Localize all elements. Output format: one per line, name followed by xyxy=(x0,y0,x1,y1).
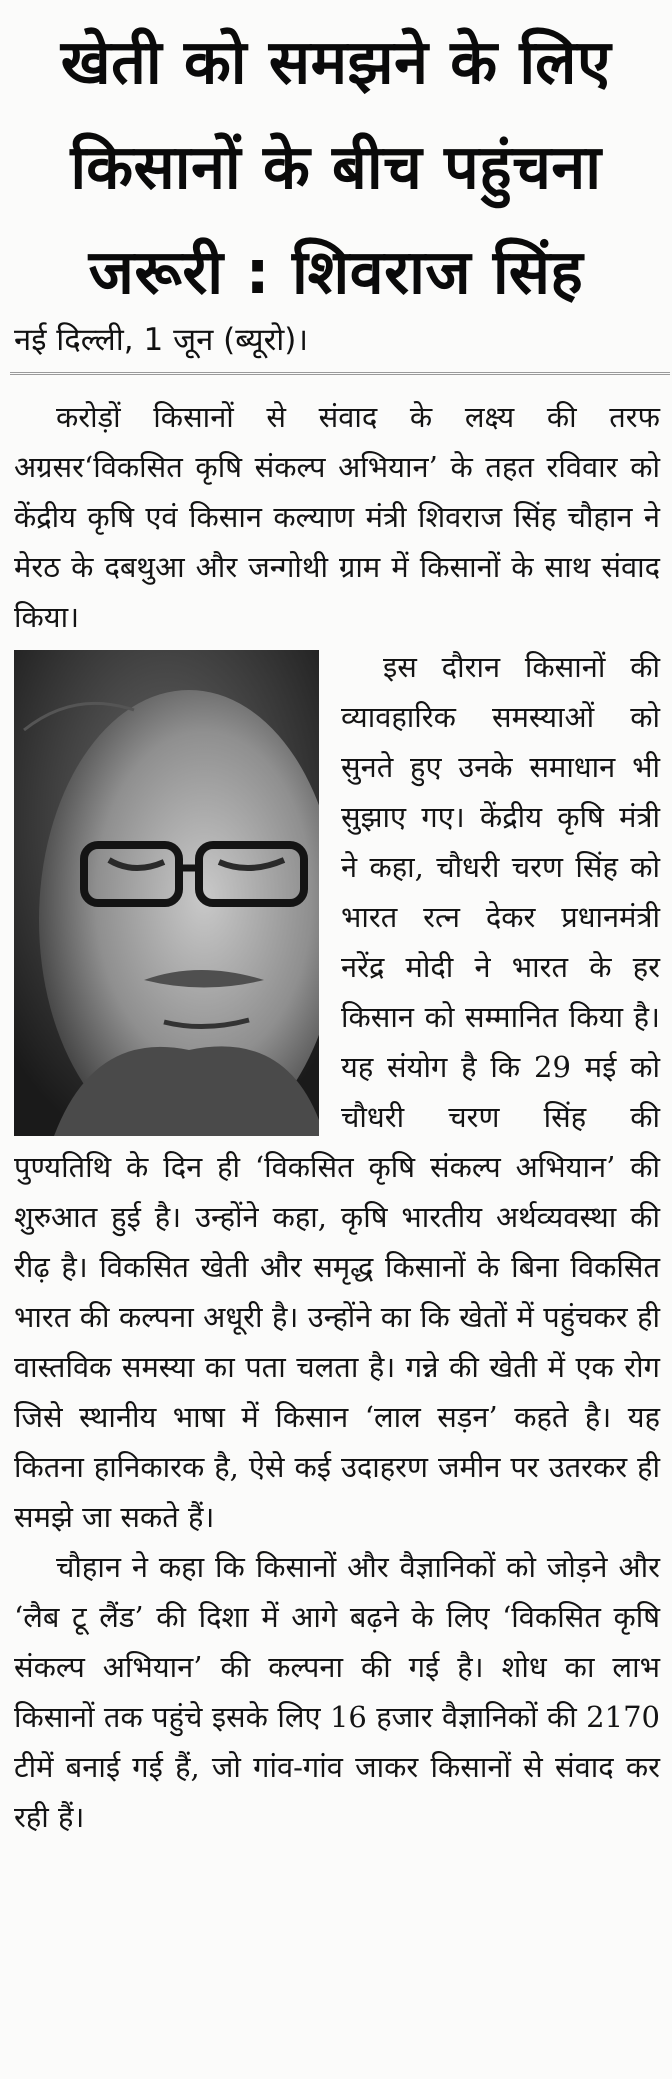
headline-line-3: जरूरी : शिवराज सिंह xyxy=(88,237,584,308)
article-paragraph-1-text: करोड़ों किसानों से संवाद के लक्ष्य की तरफ अग्रसर‘विकसित कृषि संकल्प अभियान’ के तहत रविवार को केंद्रीय कृषि एवं किसान कल्याण मंत्री शिवराज सिंह चौहान ने मेरठ के दबथुआ और जन्गोथी ग्राम में किसानों के साथ संवाद किया। xyxy=(14,400,660,634)
article-paragraph-3 xyxy=(14,1542,660,1842)
headline-line-2: किसानों के बीच पहुंचना xyxy=(70,132,602,203)
headline xyxy=(0,0,672,325)
portrait-image xyxy=(14,650,319,1136)
section-divider xyxy=(10,372,670,375)
article-paragraph-2-text: इस दौरान किसानों की व्यावहारिक समस्याओं को सुनते हुए उनके समाधान भी सुझाए गए। केंद्रीय कृषि मंत्री ने कहा, चौधरी चरण सिंह को भारत रत्न देकर प्रधानमंत्री नरेंद्र मोदी ने भारत के हर किसान को सम्मानित किया है। यह संयोग है कि 29 मई को चौधरी चरण सिंह की पुण्यतिथि के दिन ही ‘विकसित कृषि संकल्प अभियान’ की शुरुआत हुई है। उन्होंने कहा, कृषि भारतीय अर्थव्यवस्था की रीढ़ है। विकसित खेती और समृद्ध किसानों के बिना विकसित भारत की कल्पना अधूरी है। उन्होंने का कि खेतों में पहुंचकर ही वास्तविक समस्या का पता चलता है। गन्ने की खेती में एक रोग जिसे स्थानीय भाषा में किसान ‘लाल सड़न’ कहते है। यह कितना हानिकारक है, ऐसे कई उदाहरण जमीन पर उतरकर ही समझे जा सकते हैं। xyxy=(14,650,660,1534)
article-paragraph-3-text: चौहान ने कहा कि किसानों और वैज्ञानिकों को जोड़ने और ‘लैब टू लैंड’ की दिशा में आगे बढ़ने के लिए ‘विकसित कृषि संकल्प अभियान’ की कल्पना की गई है। शोध का लाभ किसानों तक पहुंचे इसके लिए 16 हजार वैज्ञानिकों की 2170 टीमें बनाई गई हैं, जो गांव-गांव जाकर किसानों से संवाद कर रही हैं। xyxy=(14,1550,660,1834)
dateline: नई दिल्ली, 1 जून (ब्यूरो)। xyxy=(14,322,309,358)
portrait-photo xyxy=(14,650,319,1136)
article-paragraph-1 xyxy=(14,392,660,642)
headline-line-1: खेती को समझने के लिए xyxy=(60,27,612,98)
article-body xyxy=(14,392,660,1842)
